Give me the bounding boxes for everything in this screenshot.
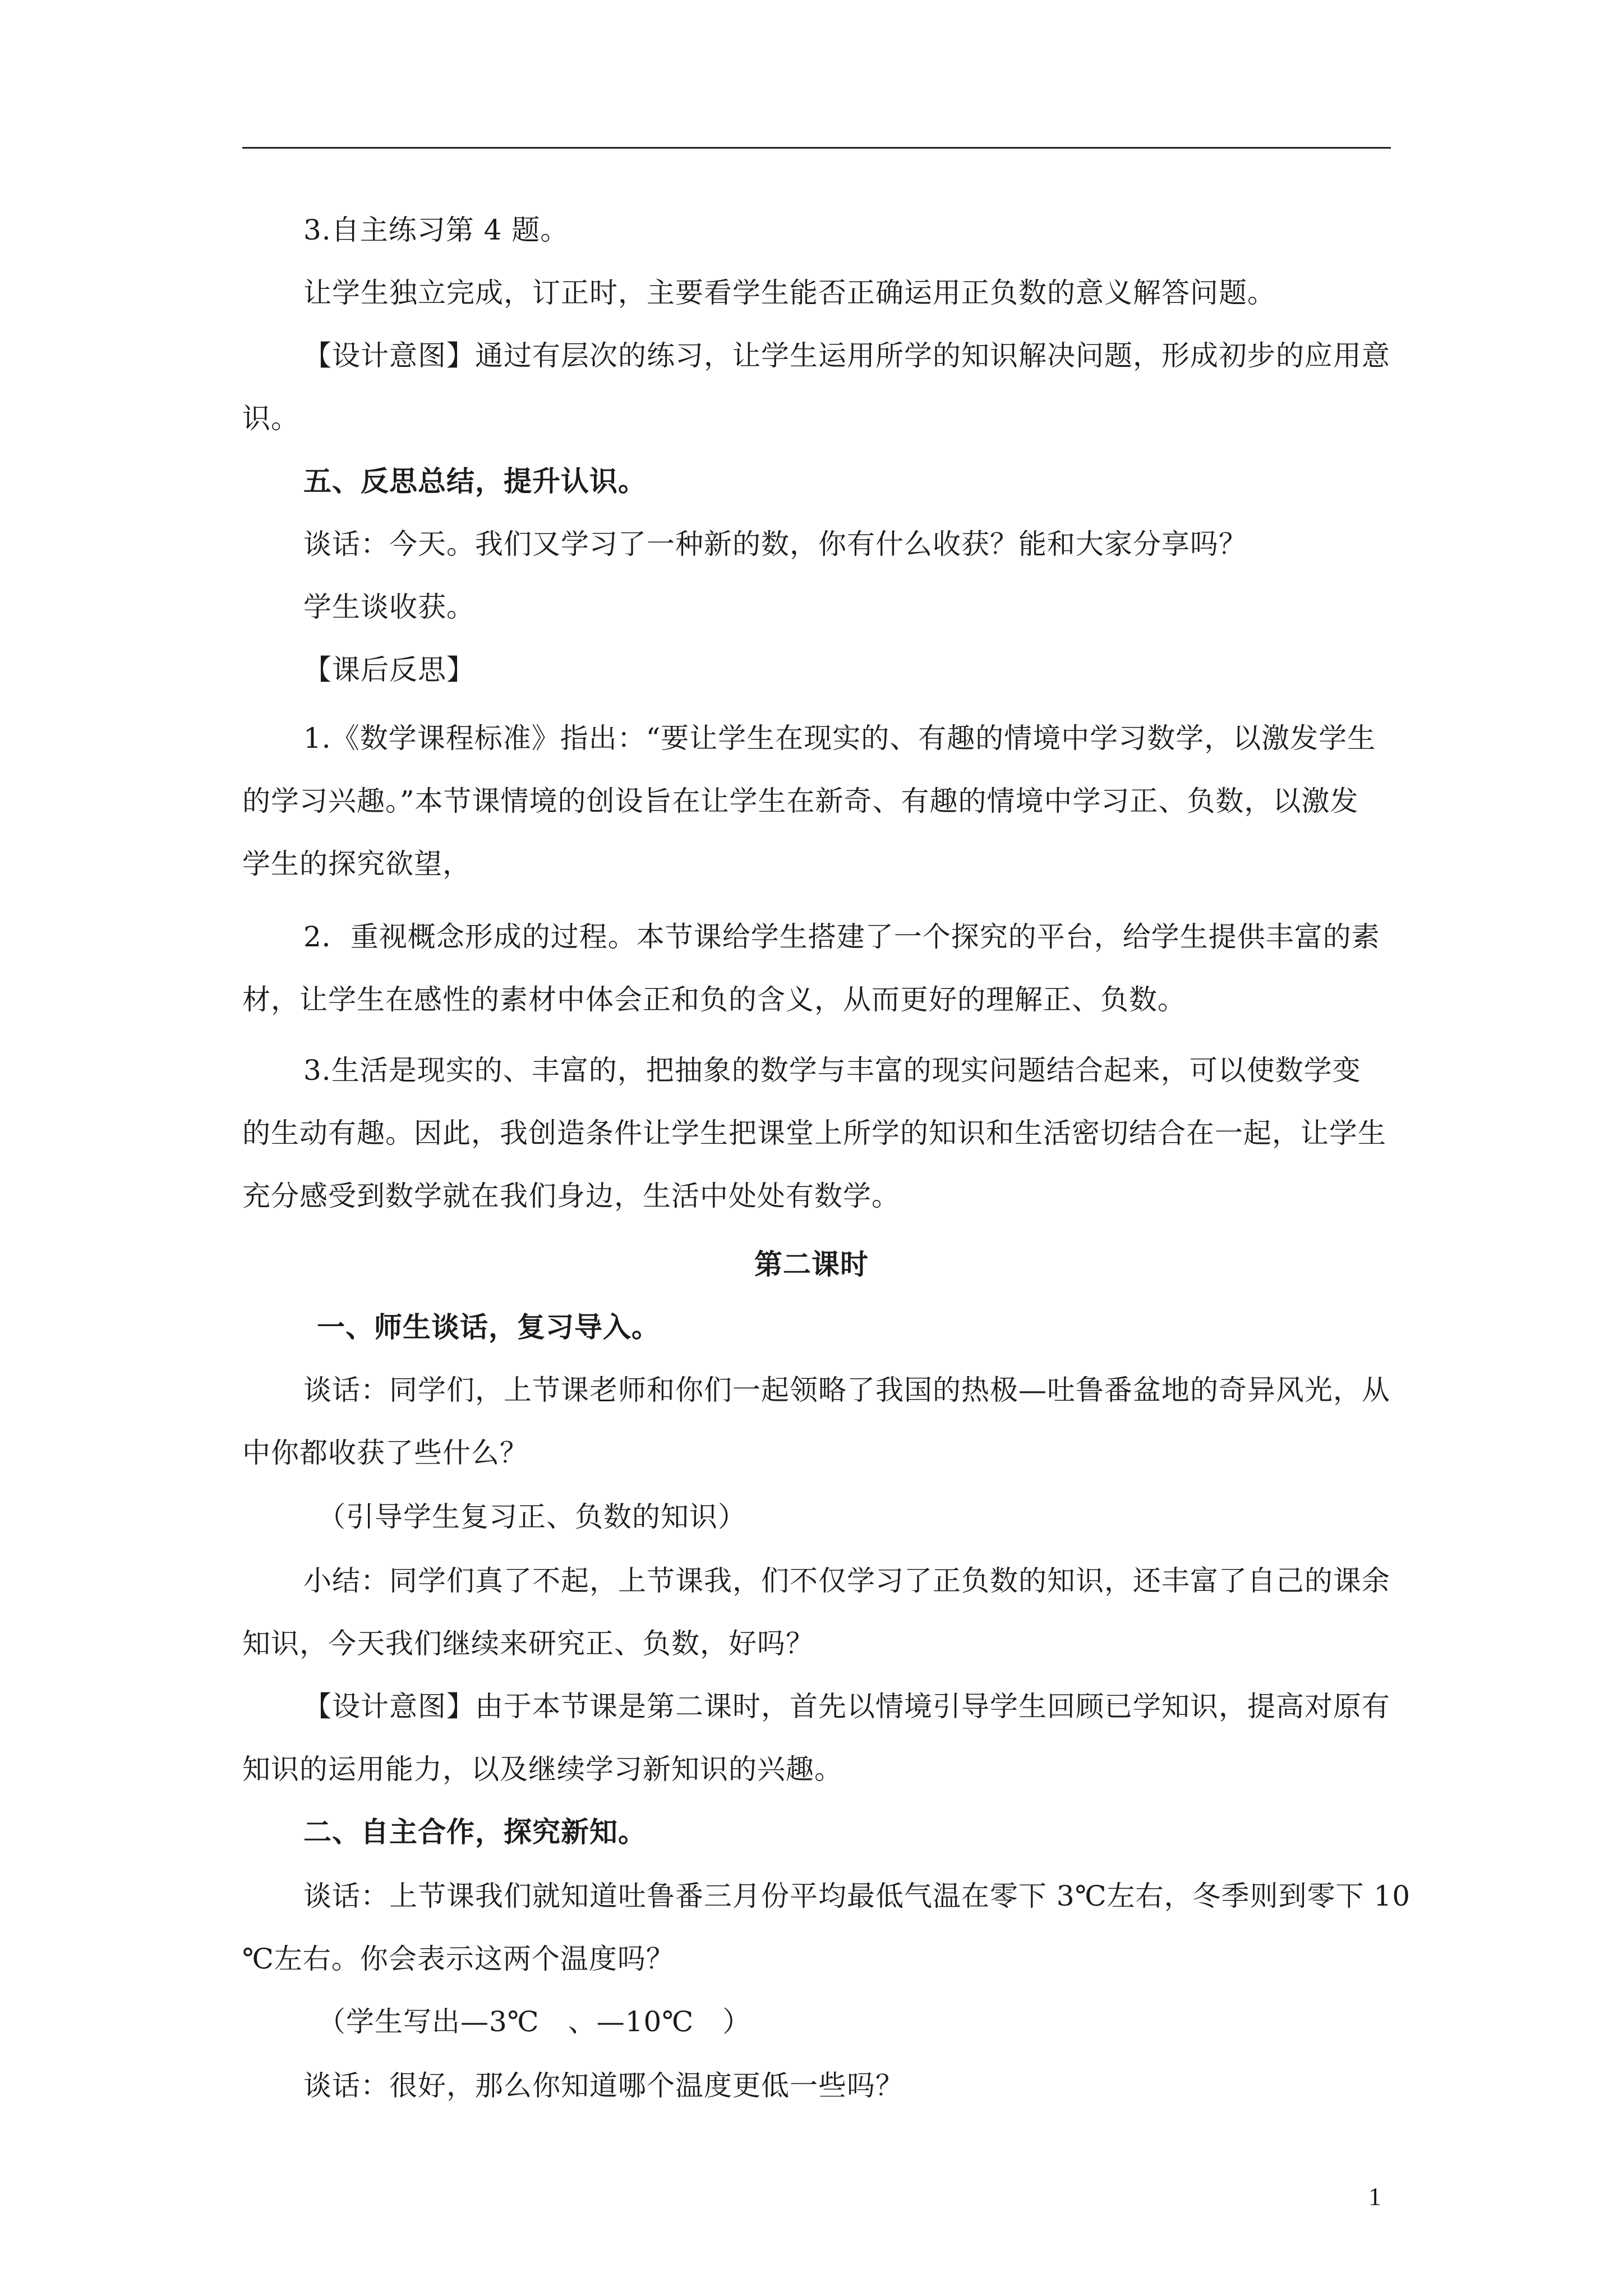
text-line: 【设计意图】通过有层次的练习，让学生运用所学的知识解决问题，形成初步的应用意 (303, 339, 1390, 372)
text-line: 2．重视概念形成的过程。本节课给学生搭建了一个探究的平台，给学生提供丰富的素 (303, 921, 1380, 953)
text-line: 材，让学生在感性的素材中体会正和负的含义，从而更好的理解正、负数。 (242, 983, 1186, 1016)
text-line: 【课后反思】 (303, 654, 475, 686)
text-line: 知识的运用能力，以及继续学习新知识的兴趣。 (242, 1753, 843, 1786)
text-line: 3.自主练习第 4 题。 (303, 214, 569, 246)
text-line: （引导学生复习正、负数的知识） (317, 1501, 746, 1533)
text-line: 【设计意图】由于本节课是第二课时，首先以情境引导学生回顾已学知识，提高对原有 (303, 1690, 1390, 1723)
text-line: 识。 (242, 402, 299, 435)
text-line: 知识，今天我们继续来研究正、负数，好吗？ (242, 1627, 814, 1660)
text-line: 让学生独立完成，订正时，主要看学生能否正确运用正负数的意义解答问题。 (303, 277, 1276, 309)
section-heading: 五、反思总结，提升认识。 (303, 464, 647, 498)
header-rule (242, 147, 1391, 149)
text-line: 学生的探究欲望， (242, 848, 471, 880)
text-line: 学生谈收获。 (303, 591, 475, 623)
text-line: 谈话：同学们，上节课老师和你们一起领略了我国的热极—吐鲁番盆地的奇异风光，从 (303, 1374, 1390, 1406)
text-line: 谈话：今天。我们又学习了一种新的数，你有什么收获？能和大家分享吗？ (303, 528, 1247, 560)
text-line: 1.《数学课程标准》指出：“要让学生在现实的、有趣的情境中学习数学，以激发学生 (303, 722, 1376, 754)
text-line: 小结：同学们真了不起，上节课我，们不仅学习了正负数的知识，还丰富了自己的课余 (303, 1565, 1390, 1597)
text-line: 谈话：上节课我们就知道吐鲁番三月份平均最低气温在零下 3℃左右，冬季则到零下 10 (303, 1880, 1411, 1912)
text-line: 的生动有趣。因此，我创造条件让学生把课堂上所学的知识和生活密切结合在一起，让学生 (242, 1117, 1386, 1149)
text-line: 谈话：很好，那么你知道哪个温度更低一些吗？ (303, 2069, 904, 2102)
lesson-title: 第二课时 (754, 1248, 869, 1281)
text-line: （学生写出—3℃ 、—10℃ ） (317, 2005, 751, 2038)
text-line: ℃左右。你会表示这两个温度吗？ (242, 1943, 675, 1975)
text-line: 的学习兴趣。”本节课情境的创设旨在让学生在新奇、有趣的情境中学习正、负数，以激发 (242, 785, 1359, 817)
text-line: 3.生活是现实的、丰富的，把抽象的数学与丰富的现实问题结合起来，可以使数学变 (303, 1054, 1361, 1087)
text-line: 中你都收获了些什么？ (242, 1437, 528, 1469)
page-number: 1 (1368, 2182, 1381, 2211)
section-heading: 二、自主合作，探究新知。 (303, 1815, 647, 1848)
text-line: 充分感受到数学就在我们身边，生活中处处有数学。 (242, 1180, 900, 1212)
section-heading: 一、师生谈话，复习导入。 (317, 1310, 660, 1343)
